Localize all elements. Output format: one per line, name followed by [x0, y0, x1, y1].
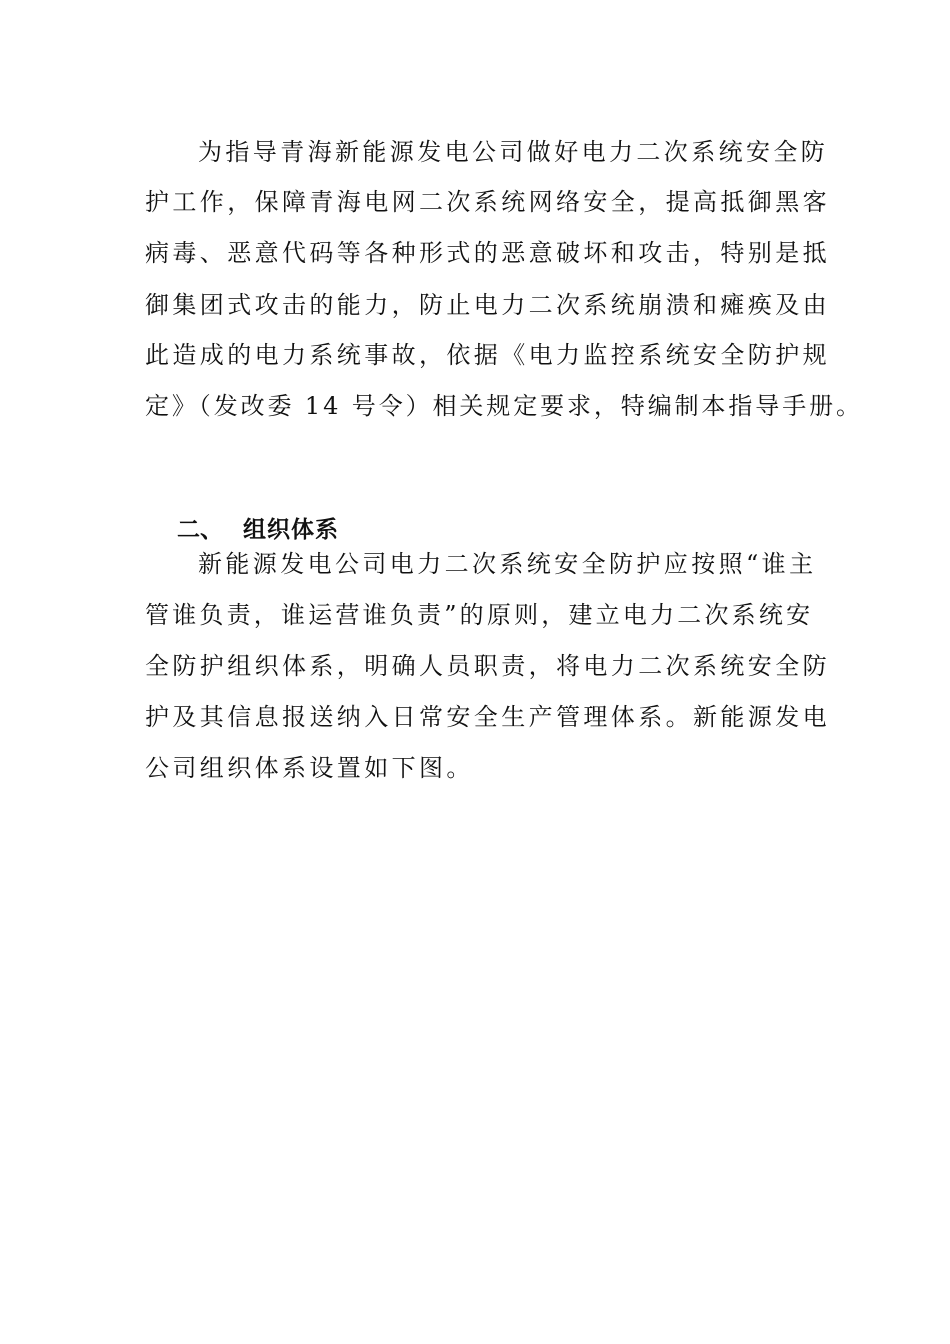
paragraph-2-line-4: 护及其信息报送纳入日常安全生产管理体系。新能源发电 [145, 703, 830, 731]
paragraph-1-line-5: 此造成的电力系统事故，依据《电力监控系统安全防护规 [145, 341, 830, 369]
paragraph-1-line-3: 病毒、恶意代码等各种形式的恶意破坏和攻击，特别是抵 [145, 239, 830, 267]
paragraph-1-line-2: 护工作，保障青海电网二次系统网络安全，提高抵御黑客 [145, 188, 830, 216]
paragraph-1-line-1: 为指导青海新能源发电公司做好电力二次系统安全防 [198, 138, 829, 166]
paragraph-2-line-3: 全防护组织体系，明确人员职责，将电力二次系统安全防 [145, 652, 830, 680]
paragraph-2-line-1: 新能源发电公司电力二次系统安全防护应按照“谁主 [198, 550, 817, 578]
paragraph-1-line-6: 定》（发改委 14 号令）相关规定要求，特编制本指导手册。 [145, 392, 863, 420]
paragraph-2-line-2: 管谁负责，谁运营谁负责”的原则，建立电力二次系统安 [145, 601, 814, 629]
section-number: 二、 [177, 517, 224, 543]
section-title: 组织体系 [243, 517, 340, 543]
paragraph-1-line-4: 御集团式攻击的能力，防止电力二次系统崩溃和瘫痪及由 [145, 291, 830, 319]
paragraph-2-line-5: 公司组织体系设置如下图。 [145, 754, 474, 782]
